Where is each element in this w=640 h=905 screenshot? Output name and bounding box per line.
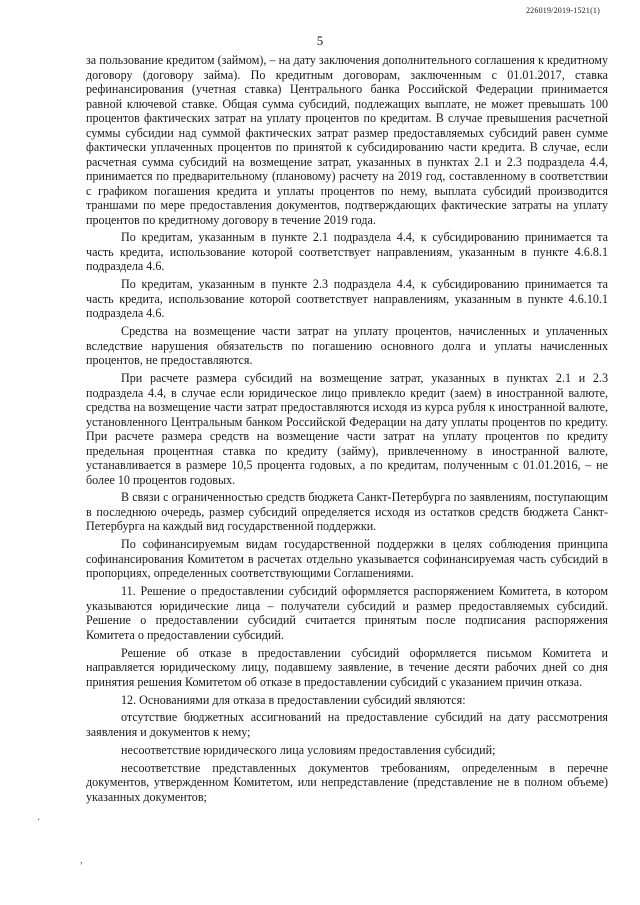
paragraph: В связи с ограниченностью средств бюджета Санкт-Петербурга по заявлениям, поступающим в последнюю очередь, размер субсидий определяется исходя из остатков средств бюджета Санкт-Петербурга на каждый вид государственной поддержки. [86, 490, 608, 534]
paragraph: несоответствие юридического лица условиям предоставления субсидий; [121, 742, 496, 757]
paragraph: Средства на возмещение части затрат на уплату процентов, начисленных и уплаченных вследствие нарушения обязательств по погашению основного долга и уплаты начисленных процентов, не предоставляются. [86, 324, 608, 368]
page-number: 5 [316, 33, 324, 48]
paragraph: По кредитам, указанным в пункте 2.1 подраздела 4.4, к субсидированию принимается та часть кредита, использование которой соответствует направлениям, указанным в пункте 4.6.8.1 подраздела 4.6. [86, 230, 608, 274]
paragraph: 12. Основаниями для отказа в предоставлении субсидий являются: [121, 692, 466, 707]
paragraph: 11. Решение о предоставлении субсидий оформляется распоряжением Комитета, в котором указываются юридические лица – получатели субсидий и размер предоставляемых субсидий. Решение о предоставлении субсидий считается принятым после подписания распоряжения Комитета о предоставлении субсидий. [86, 584, 608, 642]
paragraph: несоответствие представленных документов требованиям, определенным в перечне документов, утвержденном Комитетом, или непредставление (представление не в полном объеме) указанных документов; [86, 760, 608, 804]
paragraph: Решение об отказе в предоставлении субсидий оформляется письмом Комитета и направляется юридическому лицу, подавшему заявление, в течение десяти рабочих дней со дня принятия решения Комитетом об отказе в предоставлении субсидий с указанием причин отказа. [86, 645, 608, 689]
paragraph: отсутствие бюджетных ассигнований на предоставление субсидий на дату рассмотрения заявления и документов к нему; [86, 710, 608, 739]
paragraph: При расчете размера субсидий на возмещение затрат, указанных в пунктах 2.1 и 2.3 подраздела 4.4, в случае если юридическое лицо привлекло кредит (заем) в иностранной валюте, средства на возмещение части затрат предоставляются исходя из курса рубля к иностранной валюте, установленного Центральным банком Российской Федерации на дату уплаты процентов по кредиту. При расчете размера средств на возмещение части затрат на уплату процентов по кредиту предельная процентная ставка по кредиту (займу), привлеченному в иностранной валюте, устанавливается в размере 10,5 процента годовых, а по кредитам, полученным с 01.01.2016, – не более 10 процентов годовых. [86, 371, 608, 487]
scan-speck: · [37, 815, 41, 826]
paragraph: По софинансируемым видам государственной поддержки в целях соблюдения принципа софинансирования Комитетом в расчетах отдельно указывается софинансируемая часть субсидий в пропорциях, определенных соответствующими Соглашениями. [86, 537, 608, 581]
scan-speck: , [80, 855, 83, 866]
paragraph: за пользование кредитом (займом), – на дату заключения дополнительного соглашения к кредитному договору (договору займа). По кредитным договорам, заключенным с 01.01.2017, ставка рефинансирования (учетная ставка) Центрального банка Российской Федерации принимается равной ключевой ставке. Общая сумма субсидий, подлежащих выплате, не может превышать 100 процентов фактических затрат на уплату процентов по кредитам. В случае превышения расчетной суммы субсидии над суммой фактических затрат размер предоставляемых субсидий равен сумме фактически уплаченных процентов по принятой к субсидированию части кредита. В случае, если расчетная сумма субсидий на возмещение затрат, указанных в пунктах 2.1 и 2.3 подраздела 4.4, принимается по предварительному (плановому) расчету на 2019 год, составленному в соответствии с графиком погашения кредита и уплаты процентов по нему, выплата субсидий производится траншами по мере предоставления документов, подтверждающих фактические затраты на уплату процентов по кредитному договору в течение 2019 года. [86, 53, 608, 227]
paragraph: По кредитам, указанным в пункте 2.3 подраздела 4.4, к субсидированию принимается та часть кредита, использование которой соответствует направлениям, указанным в пункте 4.6.10.1 подраздела 4.6. [86, 277, 608, 321]
document-id: 226019/2019-1521(1) [525, 6, 600, 15]
document-body [86, 53, 608, 808]
